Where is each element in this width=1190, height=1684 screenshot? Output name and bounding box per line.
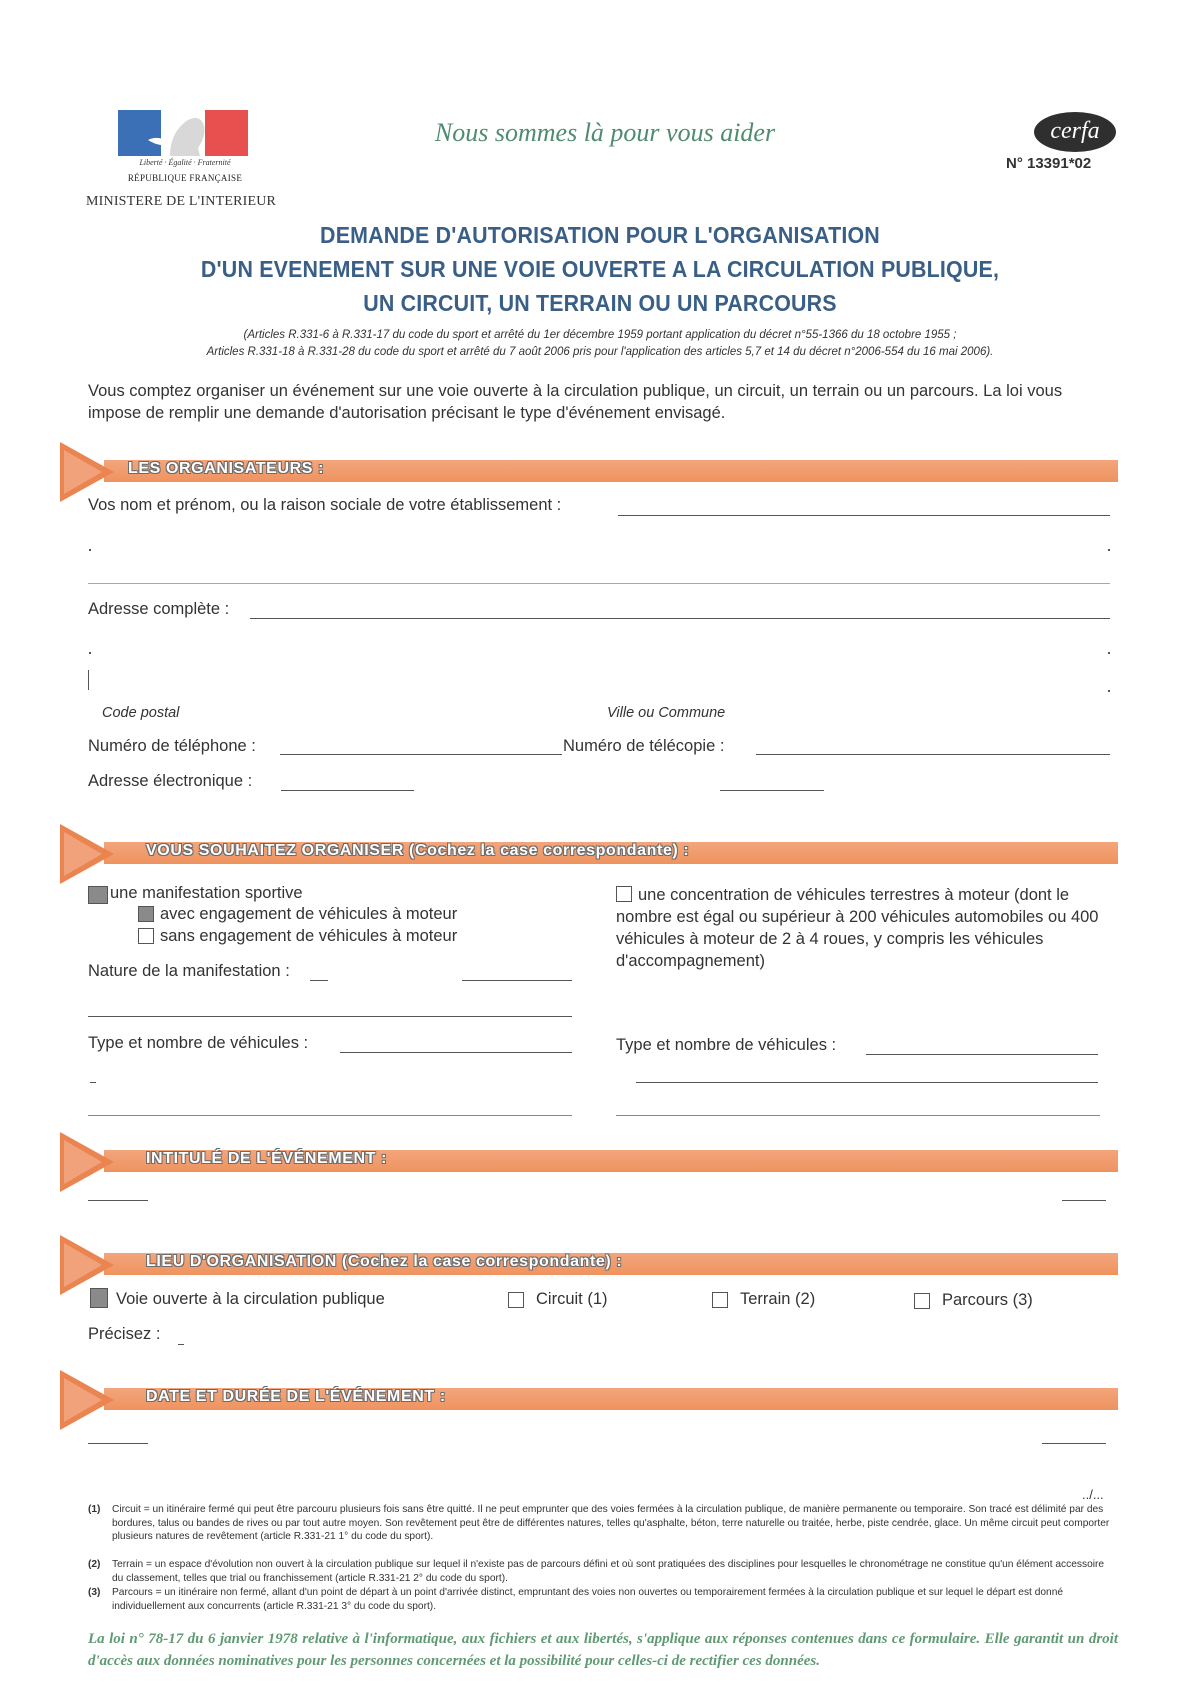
postal-code-label: Code postal (102, 705, 180, 721)
section-title-date: DATE ET DURÉE DE L'ÉVÉNEMENT : (146, 1388, 446, 1405)
footnote-text: Parcours = un itinéraire non fermé, allant d'un point de départ à un point d'arrivée distinct, empruntant des voies non ouvertes ou temporairement fermées à la circulation publique et sur lequel le départ est donné individuellement aux concurrents (article R.331-21 3° du code du sport). (112, 1587, 1064, 1612)
title-line-3: UN CIRCUIT, UN TERRAIN OU UN PARCOURS (363, 290, 837, 316)
footnotes (88, 1503, 1118, 1613)
name-label: Vos nom et prénom, ou la raison sociale de votre établissement : (88, 496, 562, 514)
city-label: Ville ou Commune (607, 705, 726, 721)
arrow-icon (58, 440, 116, 504)
type-vehicules-input-right[interactable] (866, 1054, 1098, 1055)
voie-label: Voie ouverte à la circulation publique (116, 1290, 385, 1308)
title-line-2: D'UN EVENEMENT SUR UNE VOIE OUVERTE A LA CIRCULATION PUBLIQUE, (200, 256, 1000, 282)
email-input[interactable] (281, 790, 414, 791)
name-input[interactable] (618, 515, 1110, 516)
name-input-line-2[interactable] (88, 583, 1110, 584)
sans-engagement-checkbox[interactable] (138, 928, 154, 944)
line-mark (90, 1082, 96, 1083)
footnote-num: (3) (88, 1587, 101, 1598)
fax-input[interactable] (756, 754, 1110, 755)
line-mark (89, 549, 91, 551)
terrain-checkbox[interactable] (712, 1292, 728, 1308)
circuit-checkbox[interactable] (508, 1292, 524, 1308)
section-title-lieu: LIEU D'ORGANISATION (Cochez la case correspondante) : (146, 1253, 623, 1270)
legal-refs-1: (Articles R.331-6 à R.331-17 du code du sport et arrêté du 1er décembre 1959 portant application du décret n°55-1366 du 18 octobre 1955 ; (243, 329, 957, 341)
nature-input-part-2[interactable] (462, 980, 572, 981)
type-vehicules-input-left[interactable] (340, 1052, 572, 1053)
arrow-icon (58, 1130, 116, 1194)
concentration-label: une concentration de véhicules terrestres à moteur (dont le nombre est égal ou supérieur à 200 véhicules automobiles ou 400 véhicules à moteur de 2 à 4 roues, y compris les véhicules d'accompagnement) (616, 886, 1099, 970)
avec-engagement-label: avec engagement de véhicules à moteur (160, 905, 458, 923)
email-label: Adresse électronique : (88, 772, 253, 790)
phone-input[interactable] (280, 754, 562, 755)
manif-sportive-checkbox[interactable] (88, 886, 108, 904)
line-mark (89, 652, 91, 654)
address-input[interactable] (250, 618, 1110, 619)
precisez-input[interactable] (178, 1344, 184, 1345)
legal-refs-2: Articles R.331-18 à R.331-28 du code du sport et arrêté du 7 août 2006 pris pour l'application des articles 5,7 et 14 du décret n°2006-554 du 16 mai 2006). (206, 346, 994, 358)
fax-label: Numéro de télécopie : (563, 737, 725, 755)
text-cursor (88, 670, 89, 690)
section-title-organisateurs: LES ORGANISATEURS : (128, 460, 325, 477)
marianne-logo (118, 110, 248, 156)
cerfa-number: N° 13391*02 (1006, 155, 1092, 172)
circuit-label: Circuit (1) (536, 1290, 608, 1308)
title-line-1: DEMANDE D'AUTORISATION POUR L'ORGANISATION (320, 222, 880, 248)
section-title-organiser: VOUS SOUHAITEZ ORGANISER (Cochez la case correspondante) : (146, 842, 690, 859)
date-input[interactable] (88, 1443, 148, 1444)
line-mark (1108, 690, 1110, 692)
ministere-label: MINISTERE DE L'INTERIEUR (86, 194, 277, 209)
manif-sportive-label: une manifestation sportive (110, 884, 303, 902)
type-vehicules-input-right-line-3[interactable] (616, 1115, 1100, 1116)
intitule-input[interactable] (88, 1200, 148, 1201)
section-title-intitule: INTITULÉ DE L'ÉVÉNEMENT : (146, 1150, 388, 1167)
page-continue-mark: ../... (1082, 1487, 1104, 1502)
footnote-num: (1) (88, 1504, 101, 1515)
republique-francaise: RÉPUBLIQUE FRANÇAISE (127, 173, 243, 183)
footnote-num: (2) (88, 1559, 101, 1570)
footnote-text: Circuit = un itinéraire fermé qui peut être parcouru plusieurs fois sans être quitté. Il ne peut emprunter que des voies fermées à la circulation publique, de manière permanente ou temporaire. Son tracé est délimité par des bordures, talus ou bandes de rives ou par tout autre moyen. Son revêtement peut être de différentes natures, telles qu'asphalte, béton, terre naturelle ou traitée, herbe, piste cendrée, glace. Un même circuit peut comporter plusieurs natures de revêtement (article R.331-21 1° du code du sport). (112, 1504, 1110, 1542)
arrow-icon (58, 822, 116, 886)
intitule-input-end[interactable] (1062, 1200, 1106, 1201)
parcours-checkbox[interactable] (914, 1293, 930, 1309)
type-vehicules-input-right-line-2[interactable] (636, 1082, 1098, 1083)
type-vehicules-label-left: Type et nombre de véhicules : (88, 1034, 309, 1052)
email-input-part-2[interactable] (720, 790, 824, 791)
slogan: Nous sommes là pour vous aider (434, 118, 776, 147)
voie-checkbox[interactable] (90, 1288, 108, 1308)
phone-label: Numéro de téléphone : (88, 737, 256, 755)
line-mark (1108, 652, 1110, 654)
avec-engagement-checkbox[interactable] (138, 906, 154, 922)
nature-label: Nature de la manifestation : (88, 962, 290, 980)
nature-input[interactable] (310, 980, 328, 981)
footnote-text: Terrain = un espace d'évolution non ouvert à la circulation publique sur lequel il n'existe pas de parcours défini et où sont pratiquées des disciplines pour lesquelles le chronométrage ne constitue qu'un élément accessoire du classement, telles que trial ou franchissement (article R.331-21 2° du code du sport). (112, 1559, 1105, 1584)
sans-engagement-label: sans engagement de véhicules à moteur (160, 927, 458, 945)
marianne-motto: Liberté · Égalité · Fraternité (139, 158, 231, 167)
nature-input-line-2[interactable] (88, 1016, 572, 1017)
date-input-end[interactable] (1042, 1443, 1106, 1444)
precisez-label: Précisez : (88, 1325, 161, 1343)
type-vehicules-input-left-line-2[interactable] (88, 1115, 572, 1116)
cerfa-logo: cerfa (1034, 112, 1116, 152)
address-label: Adresse complète : (88, 600, 230, 618)
parcours-label: Parcours (3) (942, 1291, 1033, 1309)
cnil-law-notice: La loi n° 78-17 du 6 janvier 1978 relative à l'informatique, aux fichiers et aux libertés, s'applique aux réponses contenues dans ce formulaire. Elle garantit un droit d'accès aux données nominatives pour les personnes concernées et la possibilité pour celles-ci de rectifier ces données. (88, 1631, 1118, 1669)
intro-text: Vous comptez organiser un événement sur une voie ouverte à la circulation publique, un circuit, un terrain ou un parcours. La loi vous impose de remplir une demande d'autorisation précisant le type d'événement envisagé. (88, 382, 1063, 422)
line-mark (1108, 549, 1110, 551)
terrain-label: Terrain (2) (740, 1290, 816, 1308)
type-vehicules-label-right: Type et nombre de véhicules : (616, 1036, 837, 1054)
arrow-icon (58, 1368, 116, 1432)
